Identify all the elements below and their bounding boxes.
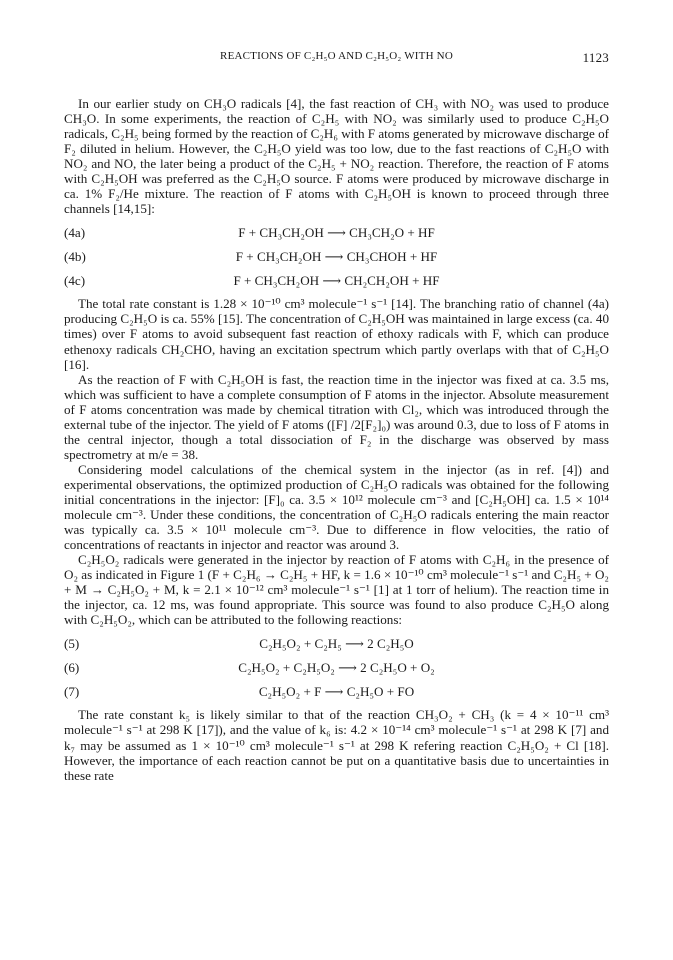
reaction-group-4 <box>64 222 609 291</box>
reaction-4b <box>64 246 609 267</box>
paragraph-5: C₂H₅O₂ radicals were generated in the injector by reaction of F atoms with C₂H₆ in the presence of O₂ as indicated in Figure 1 (F + C₂H₆ → C₂H₅ + HF, k = 1.6 × 10⁻¹⁰ cm³ molecule⁻¹ s⁻¹ and C₂H₅ + O₂ + M → C₂H₅O₂ + M, k = 2.1 × 10⁻¹² cm³ molecule⁻¹ s⁻¹ [1] at 1 torr of helium). The reaction time in the injector, ca. 12 ms, was found appropriate. This source was found to also produce C₂H₅O along with C₂H₅O₂, which can be attributed to the following reactions: <box>64 552 609 628</box>
reaction-7 <box>64 681 609 702</box>
reaction-equation: F + CH₃CH₂OH ⟶ CH₂CH₂OH + HF <box>233 273 440 289</box>
reaction-5 <box>64 633 609 654</box>
reaction-equation: F + CH₃CH₂OH ⟶ CH₃CHOH + HF <box>235 249 438 265</box>
reaction-equation: C₂H₅O₂ + C₂H₅O₂ ⟶ 2 C₂H₅O + O₂ <box>238 660 435 676</box>
reaction-4c <box>64 270 609 291</box>
running-title: REACTIONS OF C₂H₅O AND C₂H₅O₂ WITH NO <box>220 50 453 62</box>
reaction-group-5-7 <box>64 633 609 702</box>
reaction-equation: C₂H₅O₂ + F ⟶ C₂H₅O + FO <box>258 684 415 700</box>
reaction-label: (4c) <box>64 273 86 289</box>
article-body <box>64 96 609 783</box>
reaction-label: (6) <box>64 660 80 676</box>
reaction-equation: F + CH₃CH₂OH ⟶ CH₃CH₂O + HF <box>238 225 435 241</box>
running-header <box>64 50 609 66</box>
reaction-label: (5) <box>64 636 80 652</box>
paragraph-6: The rate constant k₅ is likely similar to that of the reaction CH₃O₂ + CH₃ (k = 4 × 10⁻¹¹ cm³ molecule⁻¹ s⁻¹ at 298 K [17]), and the value of k₆ is: 4.2 × 10⁻¹⁴ cm³ molecule⁻¹ s⁻¹ at 298 K [7] and k₇ may be assumed as 1 × 10⁻¹⁰ cm³ molecule⁻¹ s⁻¹ at 298 K refering reaction C₂H₅O₂ + Cl [18]. However, the importance of each reaction cannot be put on a quantitative basis due to uncertainties in these rate <box>64 707 609 783</box>
reaction-4a <box>64 222 609 243</box>
reaction-label: (4b) <box>64 249 86 265</box>
paragraph-2: The total rate constant is 1.28 × 10⁻¹⁰ cm³ molecule⁻¹ s⁻¹ [14]. The branching ratio of channel (4a) producing C₂H₅O is ca. 55% [15]. The concentration of C₂H₅OH was maintained in large excess (ca. 40 times) over F atoms to avoid subsequent fast reaction of ethoxy radicals with F, which can produce ethenoxy radicals CH₂CHO, having an excitation spectrum which partly overlaps with that of C₂H₅O [16]. <box>64 296 609 372</box>
page-number: 1123 <box>582 50 609 65</box>
reaction-equation: C₂H₅O₂ + C₂H₅ ⟶ 2 C₂H₅O <box>259 636 414 652</box>
paragraph-4: Considering model calculations of the chemical system in the injector (as in ref. [4]) and experimental observations, the optimized production of C₂H₅O radicals was obtained for the following initial concentrations in the injector: [F]₀ ca. 3.5 × 10¹² molecule cm⁻³ and [C₂H₅OH] ca. 1.5 × 10¹⁴ molecule cm⁻³. Under these conditions, the concentration of C₂H₅O radicals entering the main reactor was typically ca. 3.5 × 10¹¹ molecule cm⁻³. Due to difference in flow velocities, the ratio of concentrations of reactants in injector and reactor was around 3. <box>64 461 609 553</box>
reaction-label: (4a) <box>64 225 86 241</box>
paragraph-3: As the reaction of F with C₂H₅OH is fast, the reaction time in the injector was fixed at ca. 3.5 ms, which was sufficient to have a complete consumption of F atoms in the injector. Absolute measurement of F atoms concentration was made by chemical titration with Cl₂, which was introduced through the external tube of the injector. The yield of F atoms ([F] /2[F₂]₀) was around 0.3, due to loss of F atoms in the central injector, though a total dissociation of F₂ in the discharge was observed by mass spectrometry at m/e = 38. <box>64 371 609 462</box>
paragraph-1: In our earlier study on CH₃O radicals [4], the fast reaction of CH₃ with NO₂ was used to produce CH₃O. In some experiments, the reaction of C₂H₅ with NO₂ was similarly used to produce C₂H₅O radicals, C₂H₅ being formed by the reaction of C₂H₆ with F atoms generated by microwave discharge of F₂ diluted in helium. However, the C₂H₅O yield was too low, due to the fast reactions of C₂H₅O with NO₂ and NO, the later being a product of the C₂H₅ + NO₂ reaction. Therefore, the reaction of F atoms with C₂H₅OH was preferred as the C₂H₅O source. F atoms were produced by microwave discharge in ca. 1% F₂/He mixture. The reaction of F atoms with C₂H₅OH is known to proceed through three channels [14,15]: <box>64 96 609 217</box>
reaction-6 <box>64 657 609 678</box>
reaction-label: (7) <box>64 684 80 700</box>
